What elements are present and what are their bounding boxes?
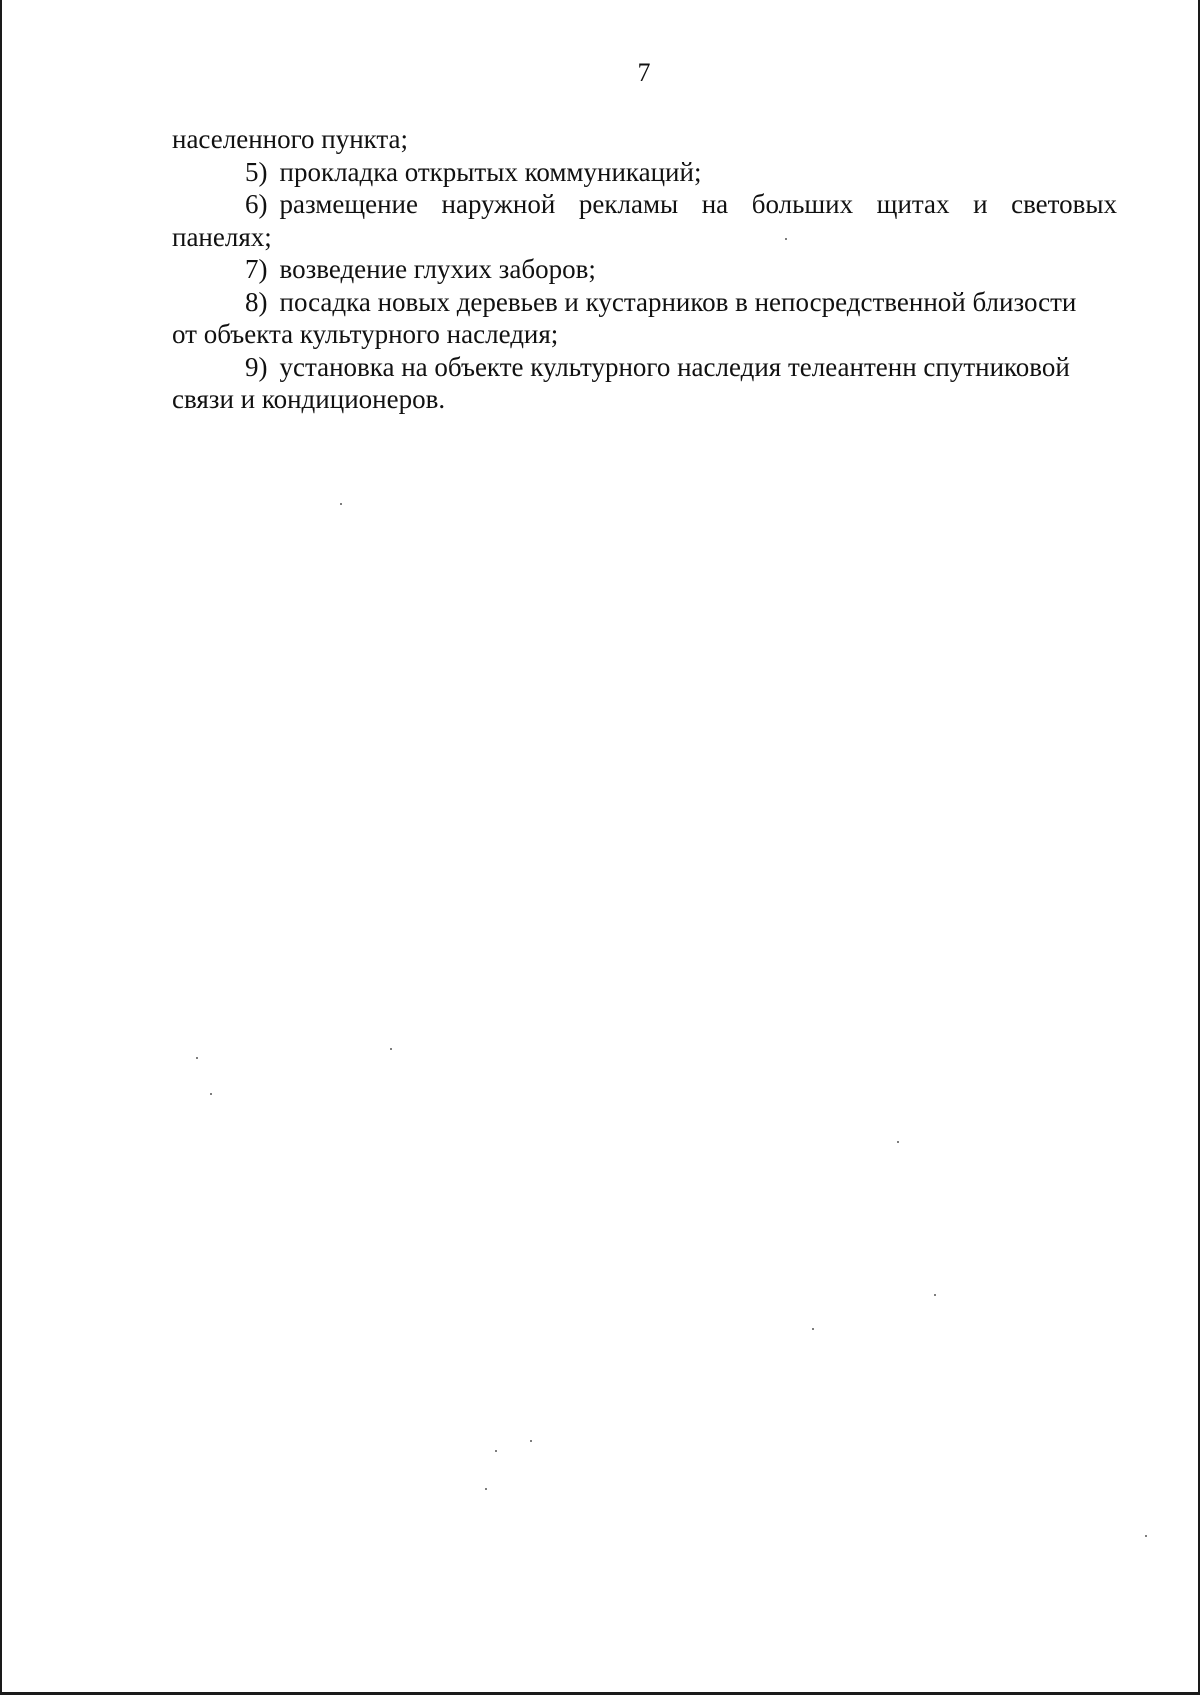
list-number: 5) (245, 156, 268, 187)
scan-speck (485, 1488, 487, 1490)
scan-left-edge (0, 0, 2, 1695)
list-item-text: прокладка открытых коммуникаций; (279, 156, 702, 187)
text-line: панелях; (172, 221, 272, 252)
list-number: 8) (245, 286, 268, 317)
list-item-9 (172, 351, 1117, 384)
scan-speck (340, 503, 342, 505)
list-item-5 (172, 156, 1117, 189)
scan-speck (934, 1294, 936, 1296)
text-line: связи и кондиционеров. (172, 384, 446, 414)
scan-speck (196, 1057, 198, 1059)
list-item-text: установка на объекте культурного наследия телеантенн спутниковой (279, 351, 1070, 382)
text-line: населенного пункта; (172, 124, 409, 154)
list-number: 6) (245, 189, 268, 219)
scan-speck (390, 1048, 392, 1050)
text-line: от объекта культурного наследия; (172, 319, 559, 349)
list-number: 9) (245, 351, 268, 382)
scan-speck (785, 238, 787, 240)
page-number: 7 (637, 58, 651, 87)
scan-speck (1145, 1535, 1147, 1537)
scan-speck (495, 1450, 497, 1452)
document-body (172, 123, 1117, 416)
list-item-8 (172, 286, 1117, 319)
scan-speck (210, 1093, 212, 1095)
list-item-text: возведение глухих заборов; (279, 254, 596, 284)
list-item-text: размещение наружной рекламы на больших щитах и световых (279, 189, 1117, 219)
scan-speck (812, 1328, 814, 1330)
scan-speck (530, 1440, 532, 1442)
list-item-text: посадка новых деревьев и кустарников в непосредственной близости (279, 286, 1077, 317)
list-number: 7) (245, 254, 268, 284)
list-item-7 (172, 253, 1117, 286)
scan-speck (897, 1141, 899, 1143)
list-item-6 (172, 188, 1117, 221)
